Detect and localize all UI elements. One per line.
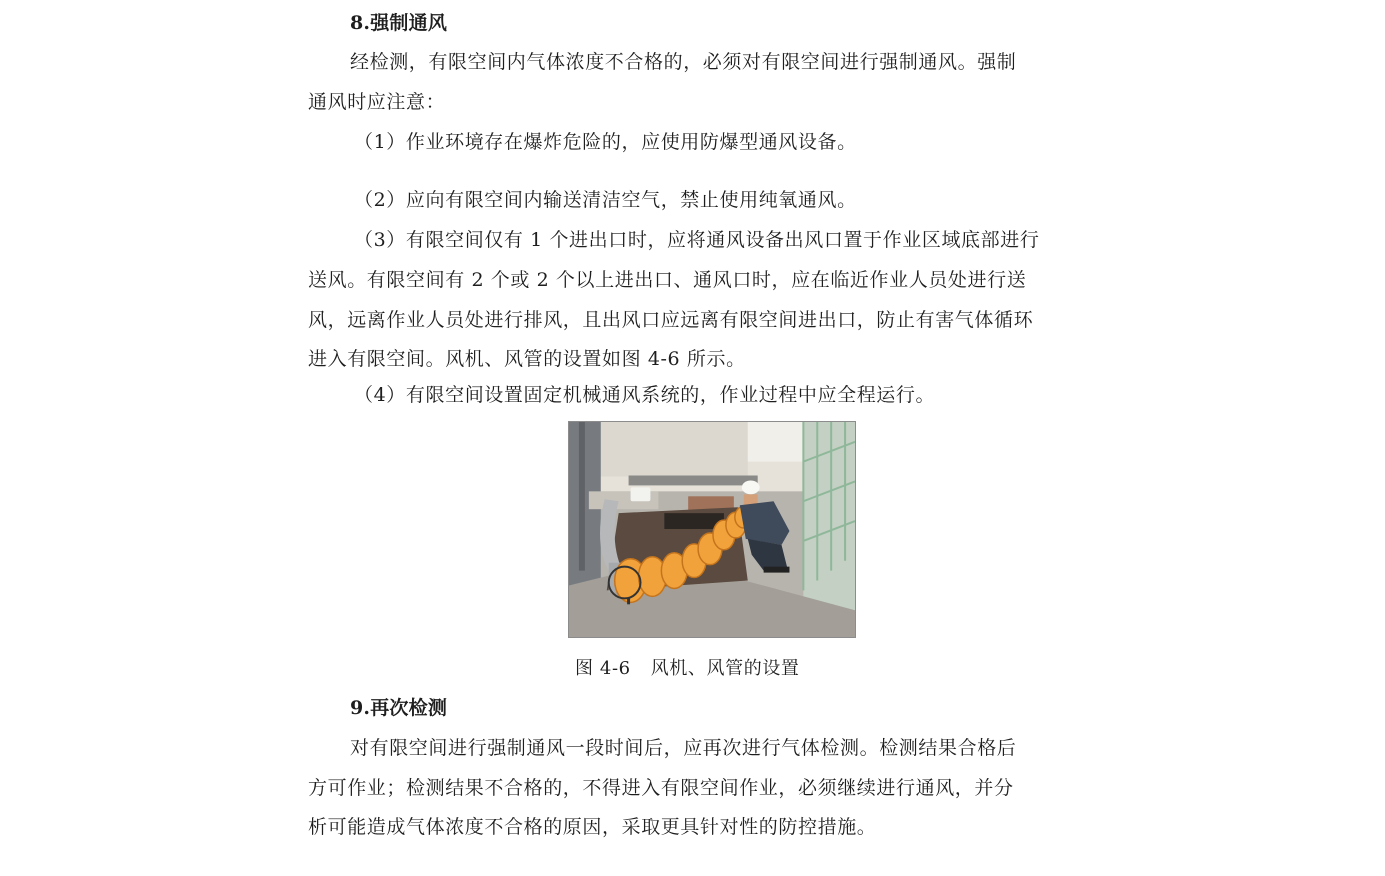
ventilation-item-3-line-3: 风，远离作业人员处进行排风，且出风口应远离有限空间进出口，防止有害气体循环 xyxy=(308,309,1034,331)
figure-caption xyxy=(575,657,835,681)
section-8-intro-line-2: 通风时应注意： xyxy=(308,91,446,113)
ventilation-item-1: （1）作业环境存在爆炸危险的，应使用防爆型通风设备。 xyxy=(354,131,857,153)
ventilation-item-3-line-1: （3）有限空间仅有 1 个进出口时，应将通风设备出风口置于作业区域底部进行 xyxy=(354,229,1040,251)
section-8-heading: 8.强制通风 xyxy=(350,12,448,34)
figure-number: 图 4-6 xyxy=(575,658,631,679)
ventilation-item-4: （4）有限空间设置固定机械通风系统的，作业过程中应全程运行。 xyxy=(354,384,936,406)
ventilation-item-3-line-2: 送风。有限空间有 2 个或 2 个以上进出口、通风口时，应在临近作业人员处进行送 xyxy=(308,269,1027,291)
section-8-intro-line-1: 经检测，有限空间内气体浓度不合格的，必须对有限空间进行强制通风。强制 xyxy=(350,51,1017,73)
section-9-line-2: 方可作业；检测结果不合格的，不得进入有限空间作业，必须继续进行通风，并分 xyxy=(308,777,1014,799)
figure-caption-text: 风机、风管的设置 xyxy=(650,658,800,679)
section-9-line-1: 对有限空间进行强制通风一段时间后，应再次进行气体检测。检测结果合格后 xyxy=(350,737,1017,759)
figure-fan-duct-photo xyxy=(568,421,856,638)
ventilation-item-2: （2）应向有限空间内输送清洁空气，禁止使用纯氧通风。 xyxy=(354,189,857,211)
ventilation-item-3-line-4: 进入有限空间。风机、风管的设置如图 4-6 所示。 xyxy=(308,348,746,370)
fan-duct-illustration xyxy=(569,422,855,637)
section-9-heading: 9.再次检测 xyxy=(350,697,448,719)
section-9-line-3: 析可能造成气体浓度不合格的原因，采取更具针对性的防控措施。 xyxy=(308,816,877,838)
